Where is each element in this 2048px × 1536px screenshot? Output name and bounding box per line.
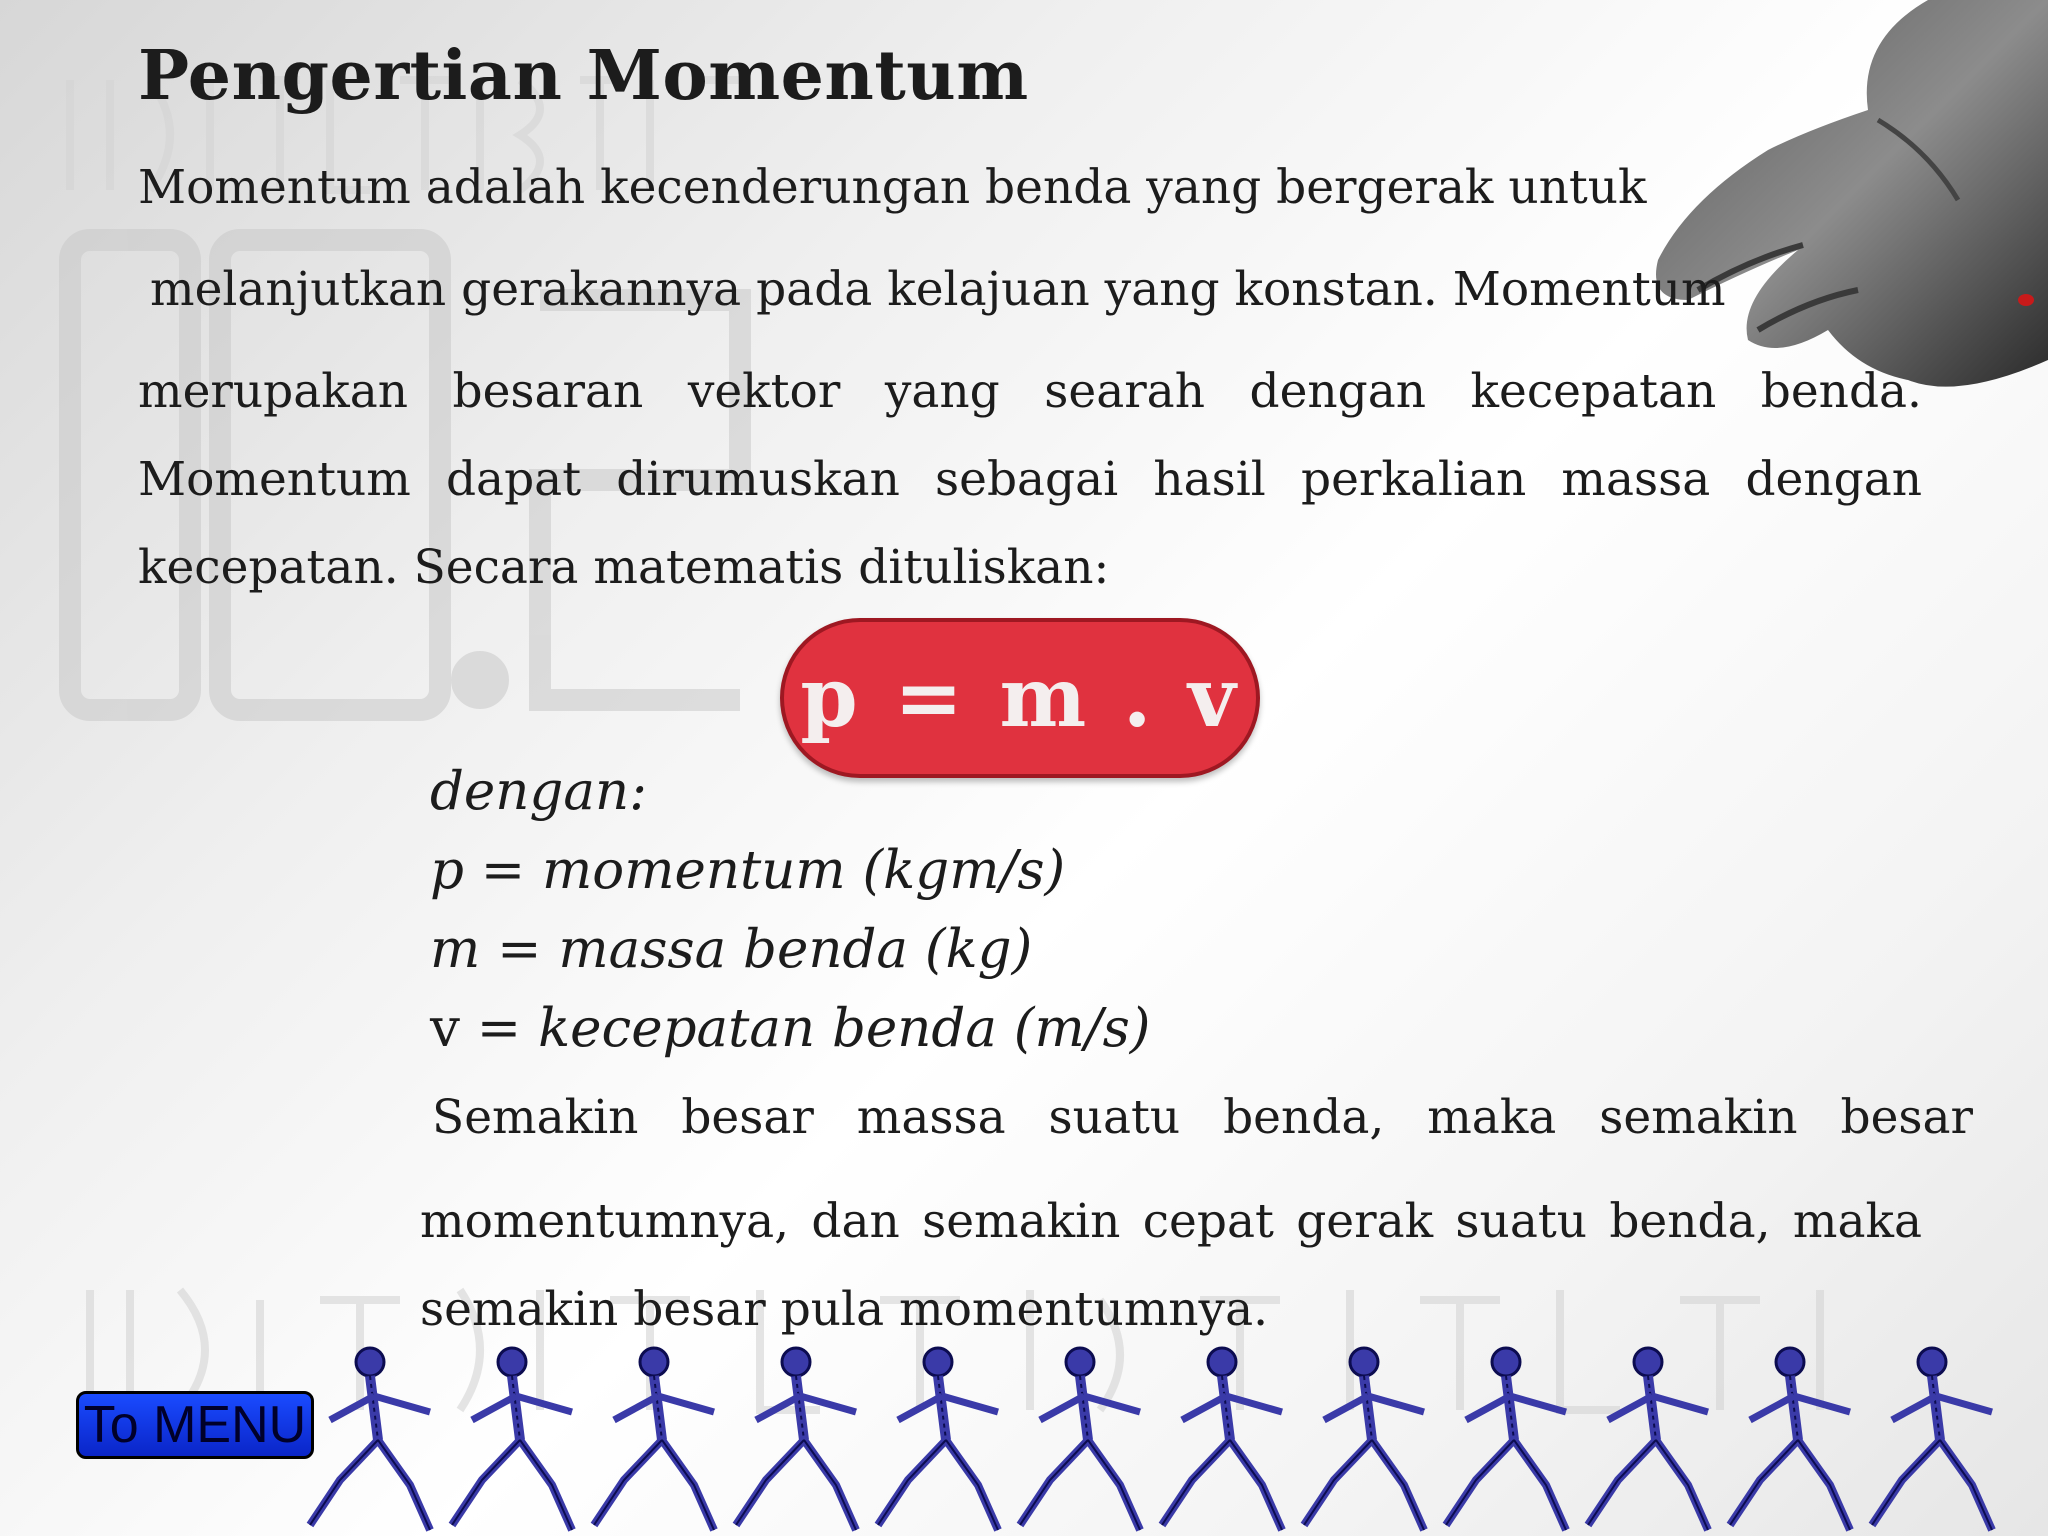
- conclusion-line-1: Semakin besar massa suatu benda, maka semakin besar: [432, 1090, 1974, 1145]
- intro-paragraph: merupakan besaran vektor yang searah dengan kecepatan benda. Momentum dapat dirumuskan sebagai hasil perkalian massa dengan kecepatan. Secara matematis dituliskan:: [138, 364, 1922, 595]
- skeleton-icon: [452, 1348, 572, 1530]
- skeleton-icon: [1872, 1348, 1992, 1530]
- skeleton-icon: [736, 1348, 856, 1530]
- skeleton-icon: [1588, 1348, 1708, 1530]
- skeleton-chain: [300, 1340, 2048, 1536]
- skeleton-icon: [878, 1348, 998, 1530]
- page-title: Pengertian Momentum: [138, 36, 1029, 116]
- skeleton-icon: [1162, 1348, 1282, 1530]
- definition-v: [430, 989, 1330, 1068]
- formula-text: p = m . v: [800, 650, 1240, 746]
- intro-line-1: Momentum adalah kecenderungan benda yang bergerak untuk: [138, 160, 1647, 215]
- definitions-heading: dengan:: [430, 761, 647, 822]
- definition-v-desc: kecepatan benda (m/s): [538, 998, 1151, 1059]
- conclusion-paragraph: momentumnya, dan semakin cepat gerak suatu benda, maka semakin besar pula momentumnya.: [420, 1194, 1922, 1337]
- intro-line-2: melanjutkan gerakannya pada kelajuan yang konstan. Momentum: [150, 262, 1726, 317]
- skeleton-icon: [1304, 1348, 1424, 1530]
- definitions: [430, 752, 1330, 1068]
- skeleton-icon: [310, 1348, 430, 1530]
- to-menu-button[interactable]: To MENU: [76, 1391, 314, 1459]
- definition-v-symbol: v =: [430, 998, 522, 1059]
- definition-p: p = momentum (kgm/s): [430, 840, 1066, 901]
- skeleton-icon: [594, 1348, 714, 1530]
- skeleton-icon: [1020, 1348, 1140, 1530]
- definition-m: m = massa benda (kg): [430, 919, 1033, 980]
- skeleton-icon: [1446, 1348, 1566, 1530]
- skeleton-icon: [1730, 1348, 1850, 1530]
